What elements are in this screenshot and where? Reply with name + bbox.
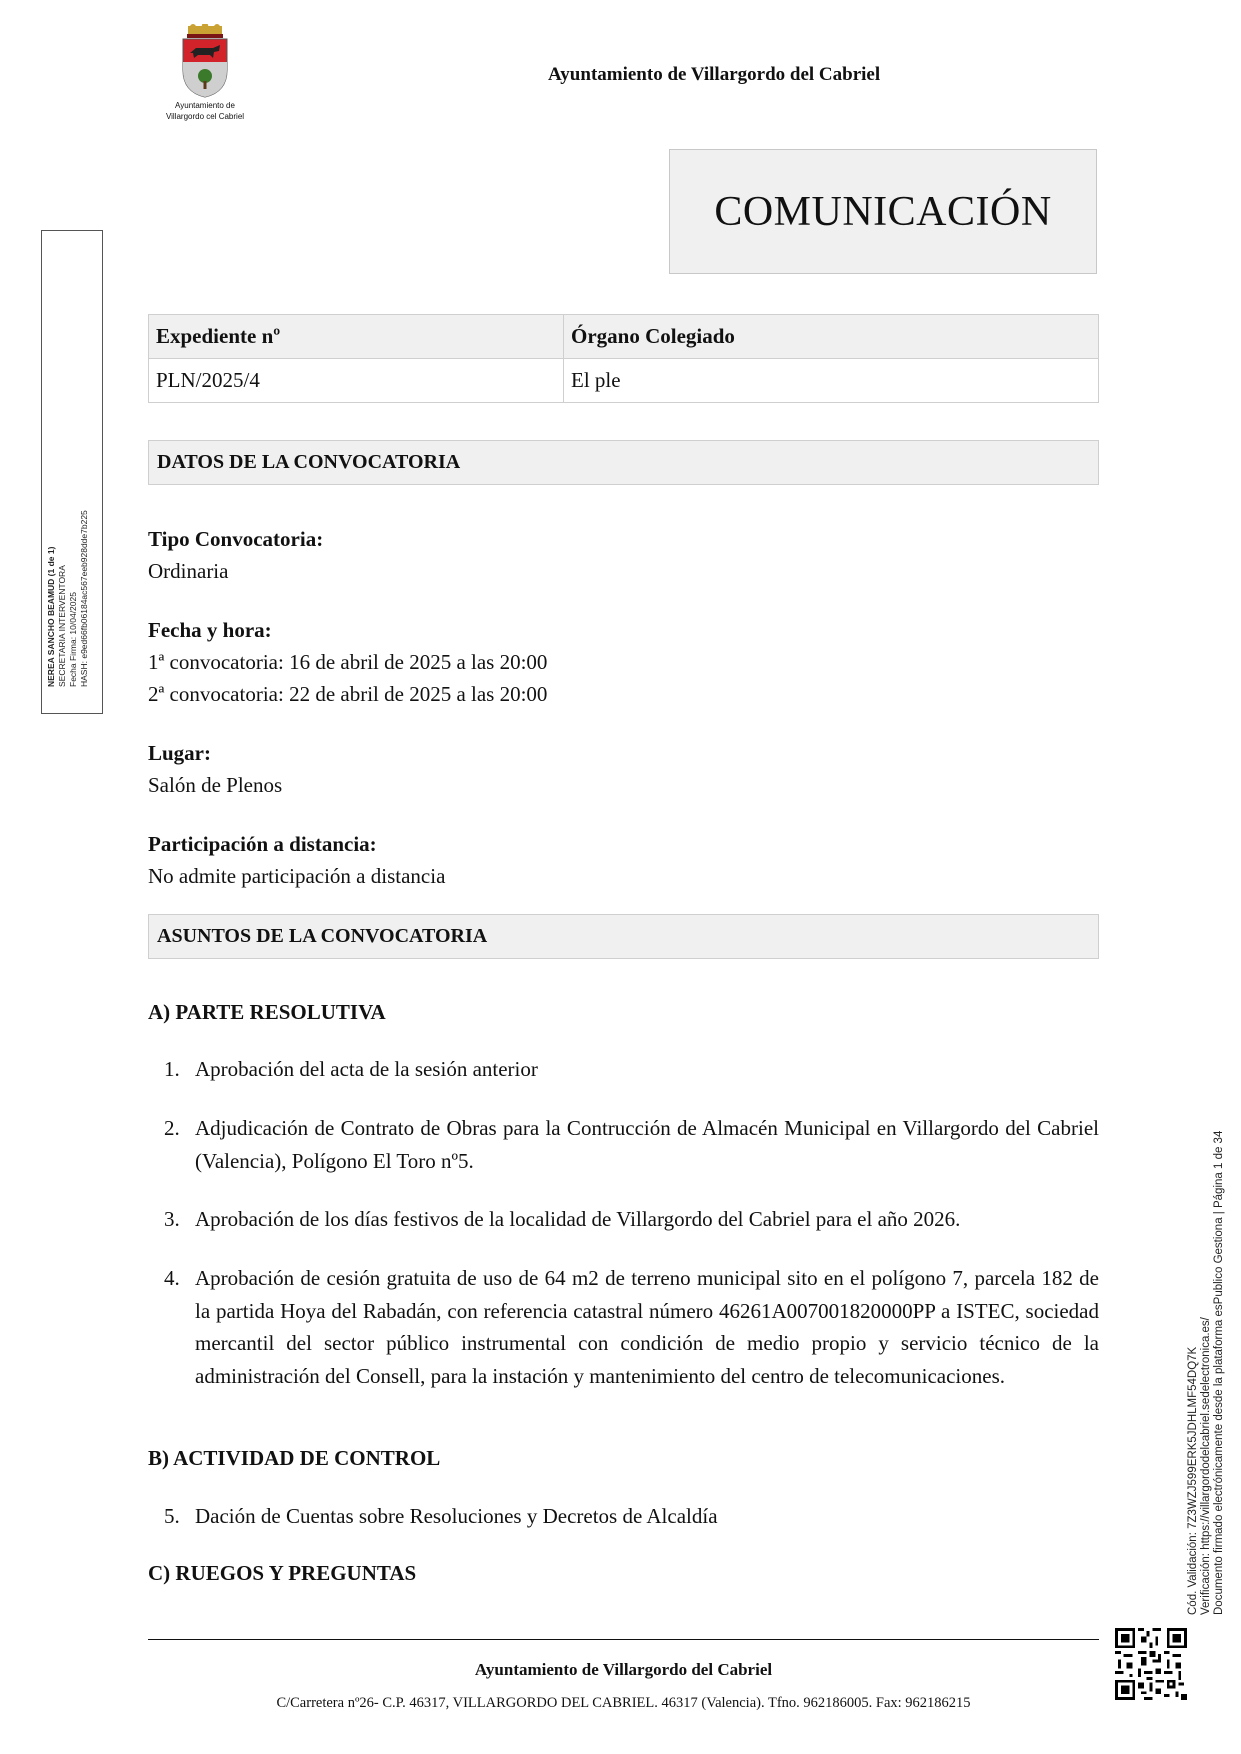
- fecha-segunda: 2ª convocatoria: 22 de abril de 2025 a las 20:00: [148, 682, 548, 706]
- lugar: [148, 737, 1088, 801]
- list-item: [148, 1112, 1099, 1177]
- datos-section-title: DATOS DE LA CONVOCATORIA: [148, 440, 1099, 485]
- verification-url: Verificación: https://villargordodelcabriel.sedelectronica.es/: [1200, 1317, 1212, 1615]
- table-header-row: [149, 315, 1099, 359]
- signer-name: NEREA SANCHO BEAMUD (1 de 1): [46, 546, 56, 687]
- signature-platform-note: Documento firmado electrónicamente desde la plataforma esPublico Gestiona | Página 1 de 34: [1213, 1130, 1225, 1615]
- expediente-table: [148, 314, 1099, 403]
- item-number: 2.: [164, 1116, 180, 1140]
- expediente-header: Expediente nº: [149, 315, 564, 359]
- table-row: [149, 359, 1099, 403]
- asuntos-section-title: ASUNTOS DE LA CONVOCATORIA: [148, 914, 1099, 959]
- participacion-label: Participación a distancia:: [148, 832, 377, 856]
- parte-a-heading: A) PARTE RESOLUTIVA: [148, 1000, 386, 1024]
- coat-of-arms-icon: [180, 24, 230, 99]
- signer-role: SECRETARIA INTERVENTORA: [57, 565, 67, 687]
- fecha-primera: 1ª convocatoria: 16 de abril de 2025 a las 20:00: [148, 650, 548, 674]
- verification-text: [1187, 1131, 1226, 1615]
- item-text: Aprobación del acta de la sesión anterior: [195, 1057, 538, 1081]
- item-text: Aprobación de los días festivos de la localidad de Villargordo del Cabriel para el año 2026.: [195, 1207, 961, 1231]
- fecha-hora: [148, 614, 1088, 710]
- tipo-label: Tipo Convocatoria:: [148, 527, 324, 551]
- lugar-value: Salón de Plenos: [148, 773, 283, 797]
- participacion-value: No admite participación a distancia: [148, 864, 446, 888]
- footer-title: Ayuntamiento de Villargordo del Cabriel: [474, 1660, 773, 1679]
- item-text: Aprobación de cesión gratuita de uso de 64 m2 de terreno municipal sito en el polígono 7, parcela 182 de la partida Hoya del Rabadán, con referencia catastral número 46261A007001820000PP a ISTEC, sociedad mercantil del sector público instrumental con condición de medio propio y servicio técnico de la administración del Consell, para la instación y mantenimiento del centro de telecomunicaciones.: [195, 1266, 1099, 1388]
- organo-header: Órgano Colegiado: [564, 315, 1099, 359]
- logo-caption-line1: Ayuntamiento de: [175, 101, 235, 110]
- list-item: [148, 1053, 1099, 1086]
- header-title: Ayuntamiento de Villargordo del Cabriel: [548, 64, 881, 85]
- item-number: 5.: [164, 1504, 180, 1528]
- expediente-value: PLN/2025/4: [149, 359, 564, 403]
- item-number: 3.: [164, 1207, 180, 1231]
- lugar-label: Lugar:: [148, 741, 211, 765]
- footer-divider: [148, 1639, 1099, 1640]
- participacion: [148, 828, 1088, 892]
- validation-code: Cód. Validación: 7Z3WZJ599ERK5JDHLMF54DQ7K: [1187, 1346, 1199, 1615]
- signature-stamp-text: [46, 510, 90, 687]
- item-text: Dación de Cuentas sobre Resoluciones y Decretos de Alcaldía: [195, 1504, 718, 1528]
- item-text: Adjudicación de Contrato de Obras para la Contrucción de Almacén Municipal en Villargordo del Cabriel (Valencia), Polígono El Toro nº5.: [195, 1116, 1099, 1173]
- organo-value: El ple: [564, 359, 1099, 403]
- signature-date: Fecha Firma: 10/04/2025: [68, 592, 78, 687]
- document-type-box: [669, 149, 1097, 274]
- tipo-value: Ordinaria: [148, 559, 229, 583]
- signature-stamp: [41, 230, 103, 714]
- signature-hash: HASH: e9ed66fb06184ac567eeb928dde7b225: [79, 510, 89, 687]
- list-item: [148, 1500, 1099, 1533]
- logo-caption-line2: Villargordo cel Cabriel: [165, 112, 245, 121]
- list-item: [148, 1262, 1099, 1392]
- footer-address: C/Carretera nº26- C.P. 46317, VILLARGORDO DEL CABRIEL. 46317 (Valencia). Tfno. 962186005. Fax: 962186215: [276, 1695, 971, 1711]
- parte-c-heading: C) RUEGOS Y PREGUNTAS: [148, 1561, 417, 1585]
- tipo-convocatoria: [148, 523, 1088, 587]
- list-item: [148, 1203, 1099, 1236]
- fecha-label: Fecha y hora:: [148, 618, 272, 642]
- municipality-logo: [150, 24, 260, 121]
- item-number: 4.: [164, 1266, 180, 1290]
- item-number: 1.: [164, 1057, 180, 1081]
- parte-b-heading: B) ACTIVIDAD DE CONTROL: [148, 1446, 441, 1470]
- qr-code-icon: [1115, 1628, 1187, 1700]
- document-type: COMUNICACIÓN: [714, 188, 1052, 235]
